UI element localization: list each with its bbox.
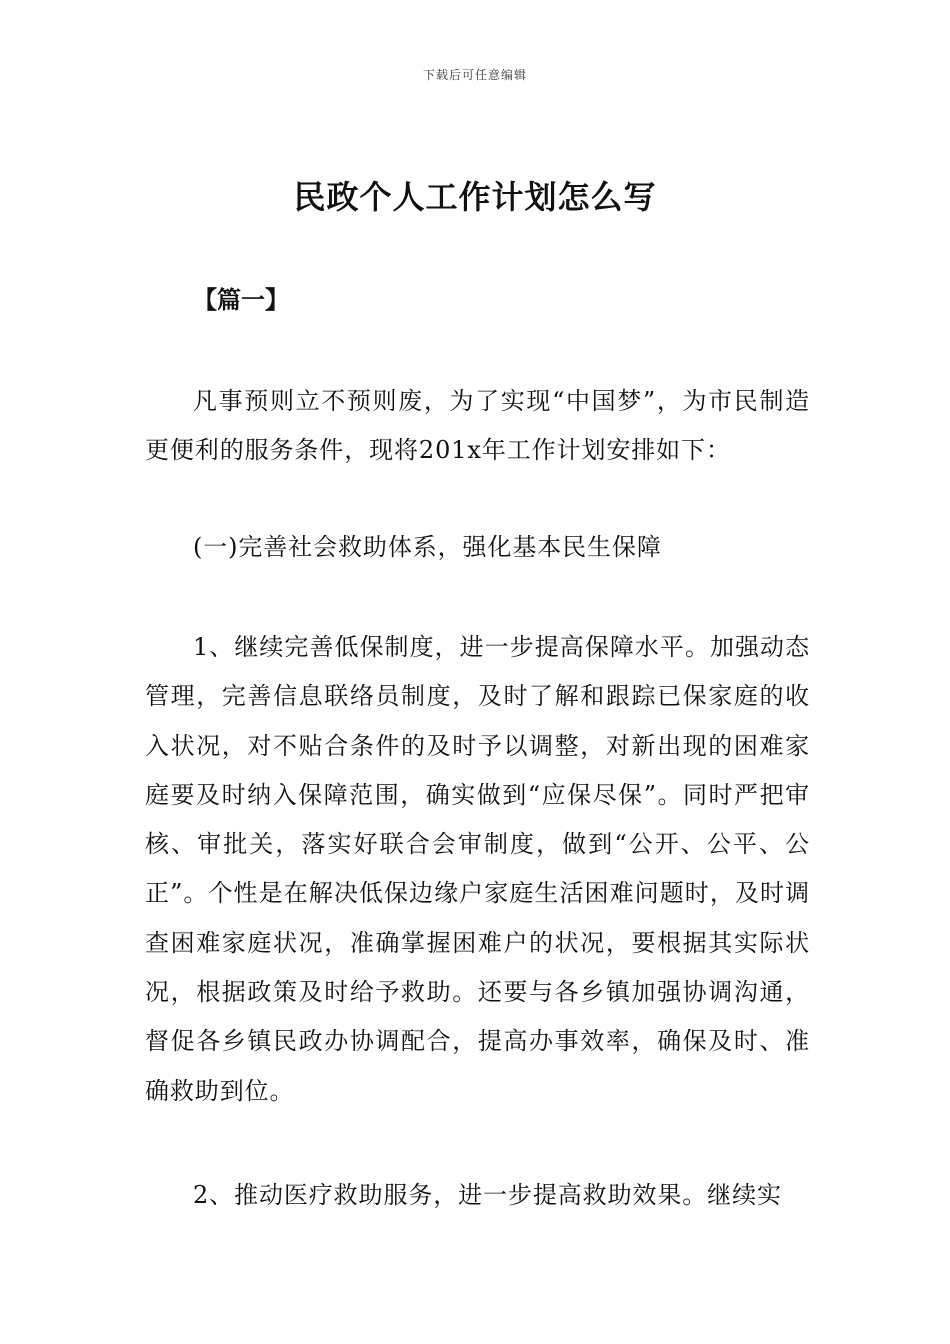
- subsection-heading: (一)完善社会救助体系，强化基本民生保障: [193, 533, 662, 561]
- item-2-paragraph: 2、推动医疗救助服务，进一步提高救助效果。继续实: [193, 1181, 782, 1209]
- item-1-paragraph: 1、继续完善低保制度，进一步提高保障水平。加强动态管理，完善信息联络员制度，及时了解和跟踪已保家庭的收入状况，对不贴合条件的及时予以调整，对新出现的困难家庭要及时纳入保障范围，确实做到“应保尽保”。同时严把审核、审批关，落实好联合会审制度，做到“公开、公平、公正”。个性是在解决低保边缘户家庭生活困难问题时，及时调查困难家庭状况，准确掌握困难户的状况，要根据其实际状况，根据政策及时给予救助。还要与各乡镇加强协调沟通，督促各乡镇民政办协调配合，提高办事效率，确保及时、准确救助到位。: [145, 633, 810, 1105]
- intro-paragraph: 凡事预则立不预则废，为了实现“中国梦”，为市民制造更便利的服务条件，现将201x年工作计划安排如下：: [145, 387, 810, 465]
- header-note: 下载后可任意编辑: [422, 68, 527, 82]
- document-title: 民政个人工作计划怎么写: [293, 178, 657, 216]
- section-label: 【篇一】: [193, 286, 289, 314]
